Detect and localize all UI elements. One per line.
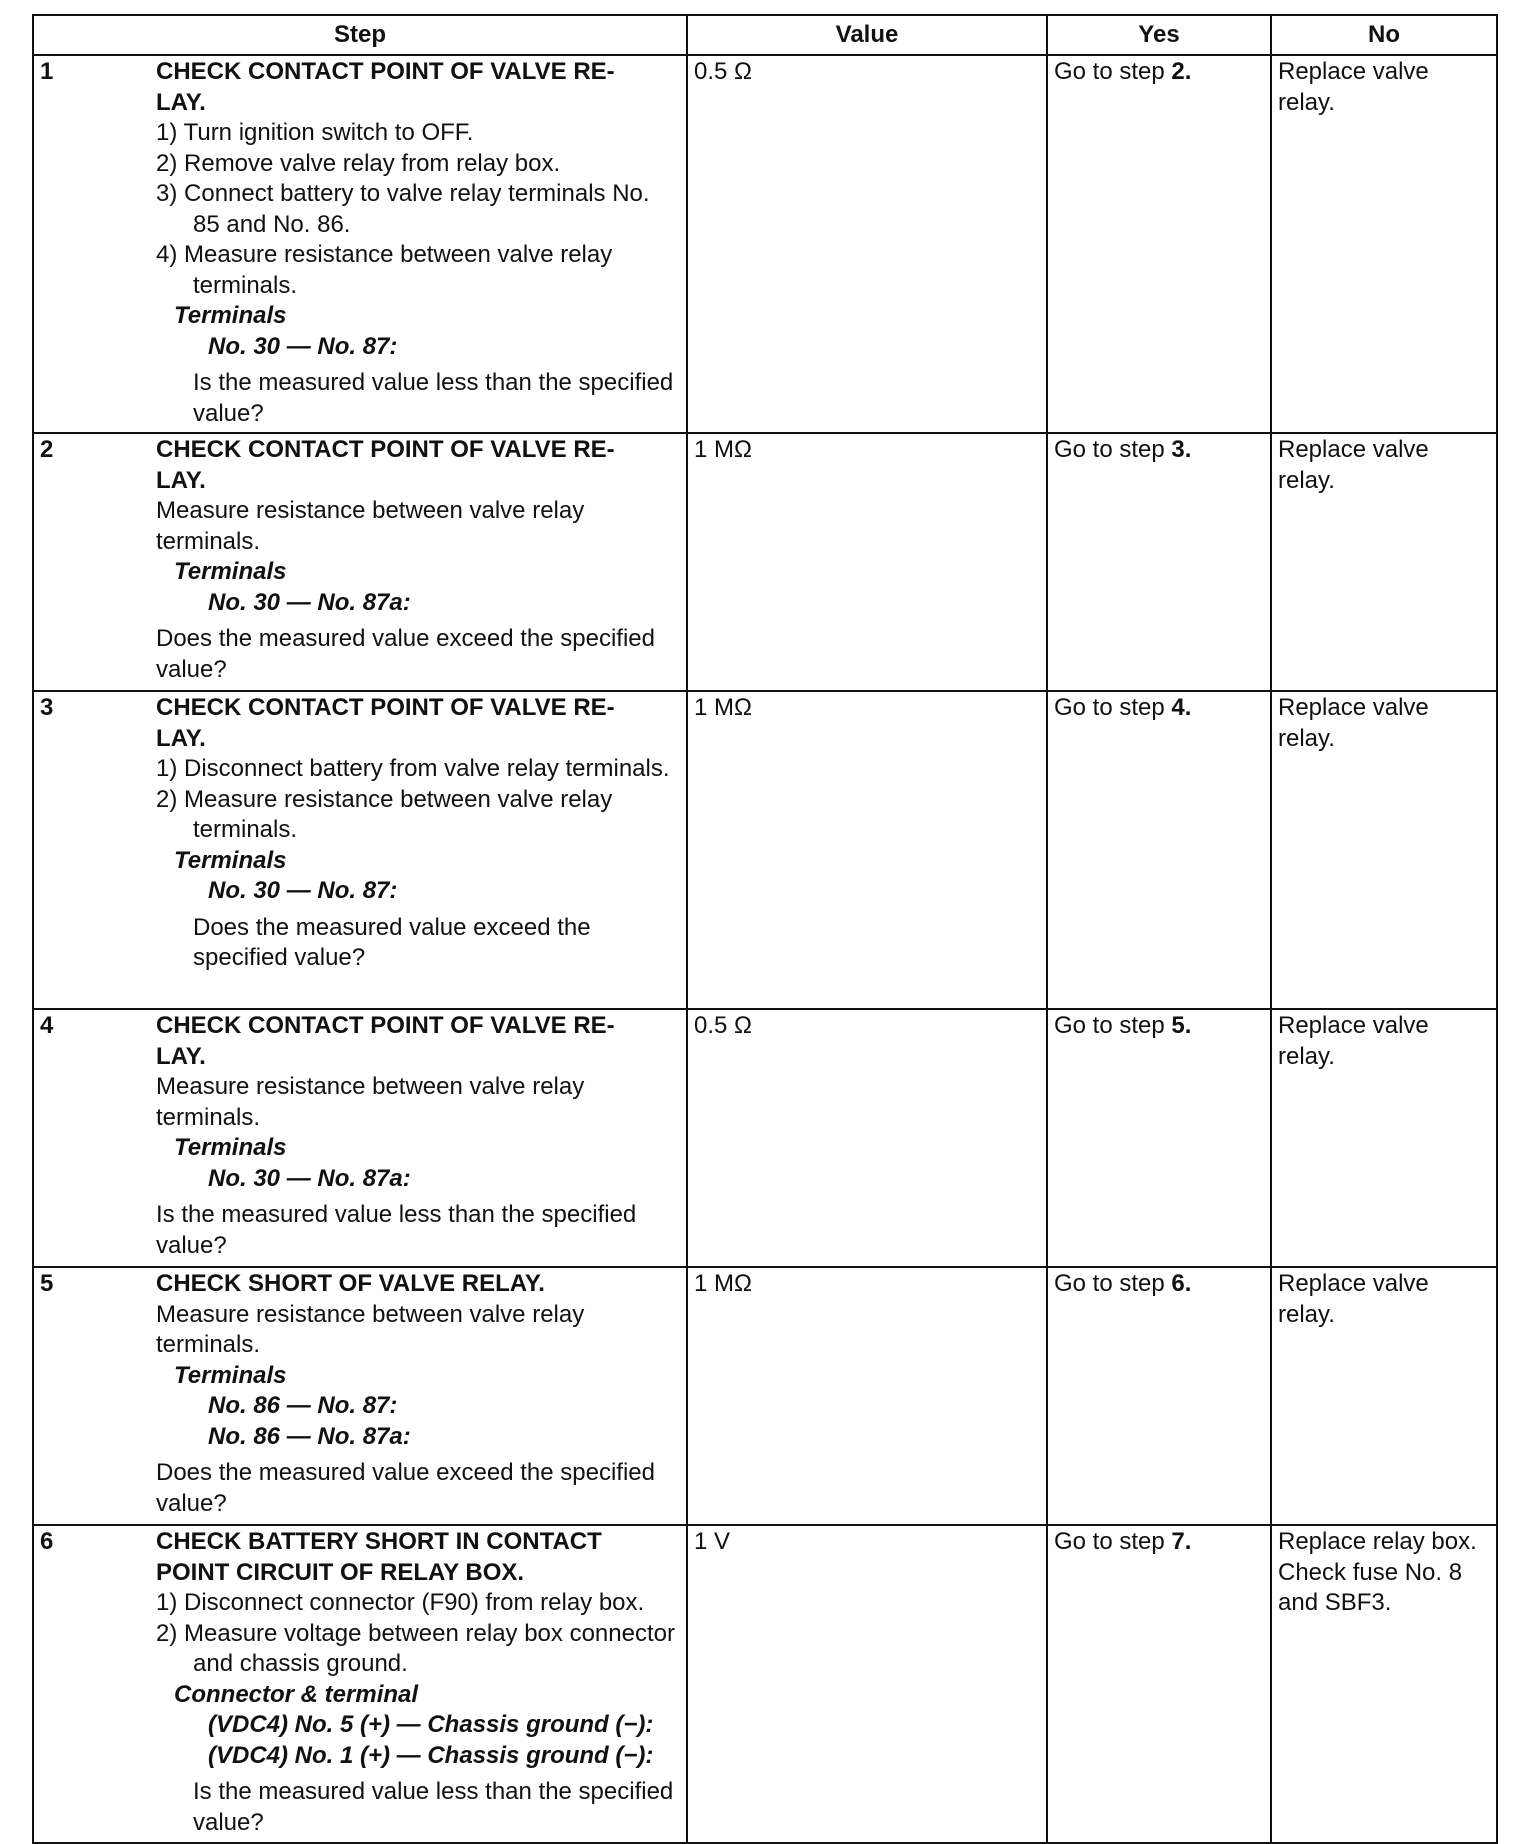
terminals-heading: Terminals — [174, 558, 287, 585]
no-cell — [1271, 1267, 1497, 1525]
yes-cell — [1047, 691, 1271, 1009]
step-title-line: LAY. — [156, 724, 206, 752]
value-cell: 0.5 Ω — [687, 1009, 1047, 1267]
no-line: relay. — [1278, 88, 1335, 116]
terminals-heading: Terminals — [174, 302, 287, 329]
yes-step-number: 3. — [1171, 436, 1192, 463]
terminal-pair: No. 30 — No. 87: — [208, 332, 398, 360]
step-cell — [33, 433, 687, 691]
table-row — [33, 691, 1497, 1009]
procedure-item: 1) Disconnect battery from valve relay terminals. — [156, 755, 670, 782]
no-line: Check fuse No. 8 — [1278, 1558, 1463, 1586]
step-title-line: CHECK BATTERY SHORT IN CONTACT — [156, 1528, 602, 1555]
terminals-heading: Terminals — [174, 1361, 287, 1389]
step-title-line: LAY. — [156, 1042, 206, 1070]
step-number: 4 — [40, 1012, 54, 1039]
procedure-item: 2) Measure voltage between relay box connector and chassis ground. — [156, 1619, 675, 1677]
terminal-pair: (VDC4) No. 1 (+) — Chassis ground (−): — [208, 1741, 654, 1769]
procedure-item: 2) Remove valve relay from relay box. — [156, 149, 561, 177]
check-question: Does the measured value exceed the specified value? — [156, 1459, 655, 1517]
check-question: Does the measured value exceed the specified value? — [156, 625, 655, 683]
check-question: Is the measured value less than the specified value? — [193, 369, 674, 427]
terminal-pair: No. 86 — No. 87a: — [208, 1422, 411, 1450]
step-title-line: CHECK CONTACT POINT OF VALVE RE- — [156, 694, 615, 721]
header-value: Value — [687, 15, 1047, 55]
yes-prefix: Go to step — [1054, 58, 1172, 85]
step-cell — [33, 691, 687, 1009]
table-row — [33, 1525, 1497, 1843]
step-number: 3 — [40, 694, 54, 721]
table-row — [33, 55, 1497, 433]
yes-cell — [1047, 1267, 1271, 1525]
no-line: Replace valve — [1278, 58, 1429, 85]
step-cell — [33, 55, 687, 433]
value-cell: 1 V — [687, 1525, 1047, 1843]
step-number: 1 — [40, 58, 54, 85]
no-line: relay. — [1278, 1300, 1335, 1328]
step-title-line: CHECK SHORT OF VALVE RELAY. — [156, 1270, 545, 1297]
value-cell: 1 MΩ — [687, 691, 1047, 1009]
step-cell — [33, 1009, 687, 1267]
procedure-item: 2) Measure resistance between valve relay terminals. — [156, 785, 613, 843]
procedure-text: Measure resistance between valve relay terminals. — [156, 1073, 585, 1131]
yes-cell — [1047, 1009, 1271, 1267]
yes-prefix: Go to step — [1054, 1270, 1172, 1297]
no-cell — [1271, 55, 1497, 433]
header-no: No — [1271, 15, 1497, 55]
yes-step-number: 4. — [1171, 694, 1192, 721]
step-cell — [33, 1525, 687, 1843]
header-yes: Yes — [1047, 15, 1271, 55]
yes-cell — [1047, 55, 1271, 433]
no-cell — [1271, 433, 1497, 691]
value-cell: 1 MΩ — [687, 433, 1047, 691]
yes-prefix: Go to step — [1054, 436, 1172, 463]
yes-prefix: Go to step — [1054, 694, 1172, 721]
no-line: relay. — [1278, 466, 1335, 494]
check-question: Is the measured value less than the specified value? — [156, 1201, 637, 1259]
step-title-line: POINT CIRCUIT OF RELAY BOX. — [156, 1558, 525, 1586]
value-cell: 0.5 Ω — [687, 55, 1047, 433]
terminals-heading: Terminals — [174, 1134, 287, 1161]
step-title-line: CHECK CONTACT POINT OF VALVE RE- — [156, 1012, 615, 1039]
connector-heading: Connector & terminal — [174, 1680, 419, 1708]
yes-step-number: 2. — [1171, 58, 1192, 85]
check-question: Is the measured value less than the specified value? — [193, 1778, 674, 1836]
terminal-pair: No. 86 — No. 87: — [208, 1392, 398, 1419]
table-row — [33, 1009, 1497, 1267]
no-line: relay. — [1278, 724, 1335, 752]
no-line: and SBF3. — [1278, 1589, 1392, 1616]
yes-step-number: 7. — [1171, 1528, 1192, 1555]
step-cell — [33, 1267, 687, 1525]
no-cell — [1271, 1009, 1497, 1267]
terminals-heading: Terminals — [174, 846, 287, 874]
terminal-pair: (VDC4) No. 5 (+) — Chassis ground (−): — [208, 1711, 654, 1738]
step-title-line: CHECK CONTACT POINT OF VALVE RE- — [156, 58, 615, 85]
terminal-pair: No. 30 — No. 87a: — [208, 588, 411, 616]
procedure-item: 3) Connect battery to valve relay terminals No. 85 and No. 86. — [156, 180, 650, 238]
no-line: Replace valve — [1278, 694, 1429, 721]
yes-cell — [1047, 1525, 1271, 1843]
step-number: 6 — [40, 1528, 54, 1555]
no-line: Replace valve — [1278, 436, 1429, 463]
header-row — [33, 15, 1497, 55]
no-line: Replace relay box. — [1278, 1528, 1477, 1555]
step-number: 2 — [40, 436, 54, 463]
step-title-line: CHECK CONTACT POINT OF VALVE RE- — [156, 436, 615, 463]
procedure-text: Measure resistance between valve relay terminals. — [156, 1300, 585, 1358]
no-cell — [1271, 1525, 1497, 1843]
header-step: Step — [33, 15, 687, 55]
diagnostic-table — [32, 14, 1498, 1844]
step-number: 5 — [40, 1270, 54, 1297]
step-title-line: LAY. — [156, 88, 206, 116]
yes-prefix: Go to step — [1054, 1528, 1172, 1555]
yes-prefix: Go to step — [1054, 1012, 1172, 1039]
terminal-pair: No. 30 — No. 87: — [208, 877, 398, 904]
step-title-line: LAY. — [156, 466, 206, 494]
table-row — [33, 1267, 1497, 1525]
check-question: Does the measured value exceed the specified value? — [193, 913, 591, 971]
terminal-pair: No. 30 — No. 87a: — [208, 1164, 411, 1192]
yes-cell — [1047, 433, 1271, 691]
no-line: Replace valve — [1278, 1012, 1429, 1039]
no-line: relay. — [1278, 1042, 1335, 1070]
no-cell — [1271, 691, 1497, 1009]
procedure-item: 4) Measure resistance between valve relay terminals. — [156, 241, 613, 299]
yes-step-number: 5. — [1171, 1012, 1192, 1039]
table-row — [33, 433, 1497, 691]
value-cell: 1 MΩ — [687, 1267, 1047, 1525]
procedure-item: 1) Turn ignition switch to OFF. — [156, 119, 474, 146]
procedure-item: 1) Disconnect connector (F90) from relay box. — [156, 1589, 645, 1616]
yes-step-number: 6. — [1171, 1270, 1192, 1297]
procedure-text: Measure resistance between valve relay terminals. — [156, 497, 585, 555]
no-line: Replace valve — [1278, 1270, 1429, 1297]
